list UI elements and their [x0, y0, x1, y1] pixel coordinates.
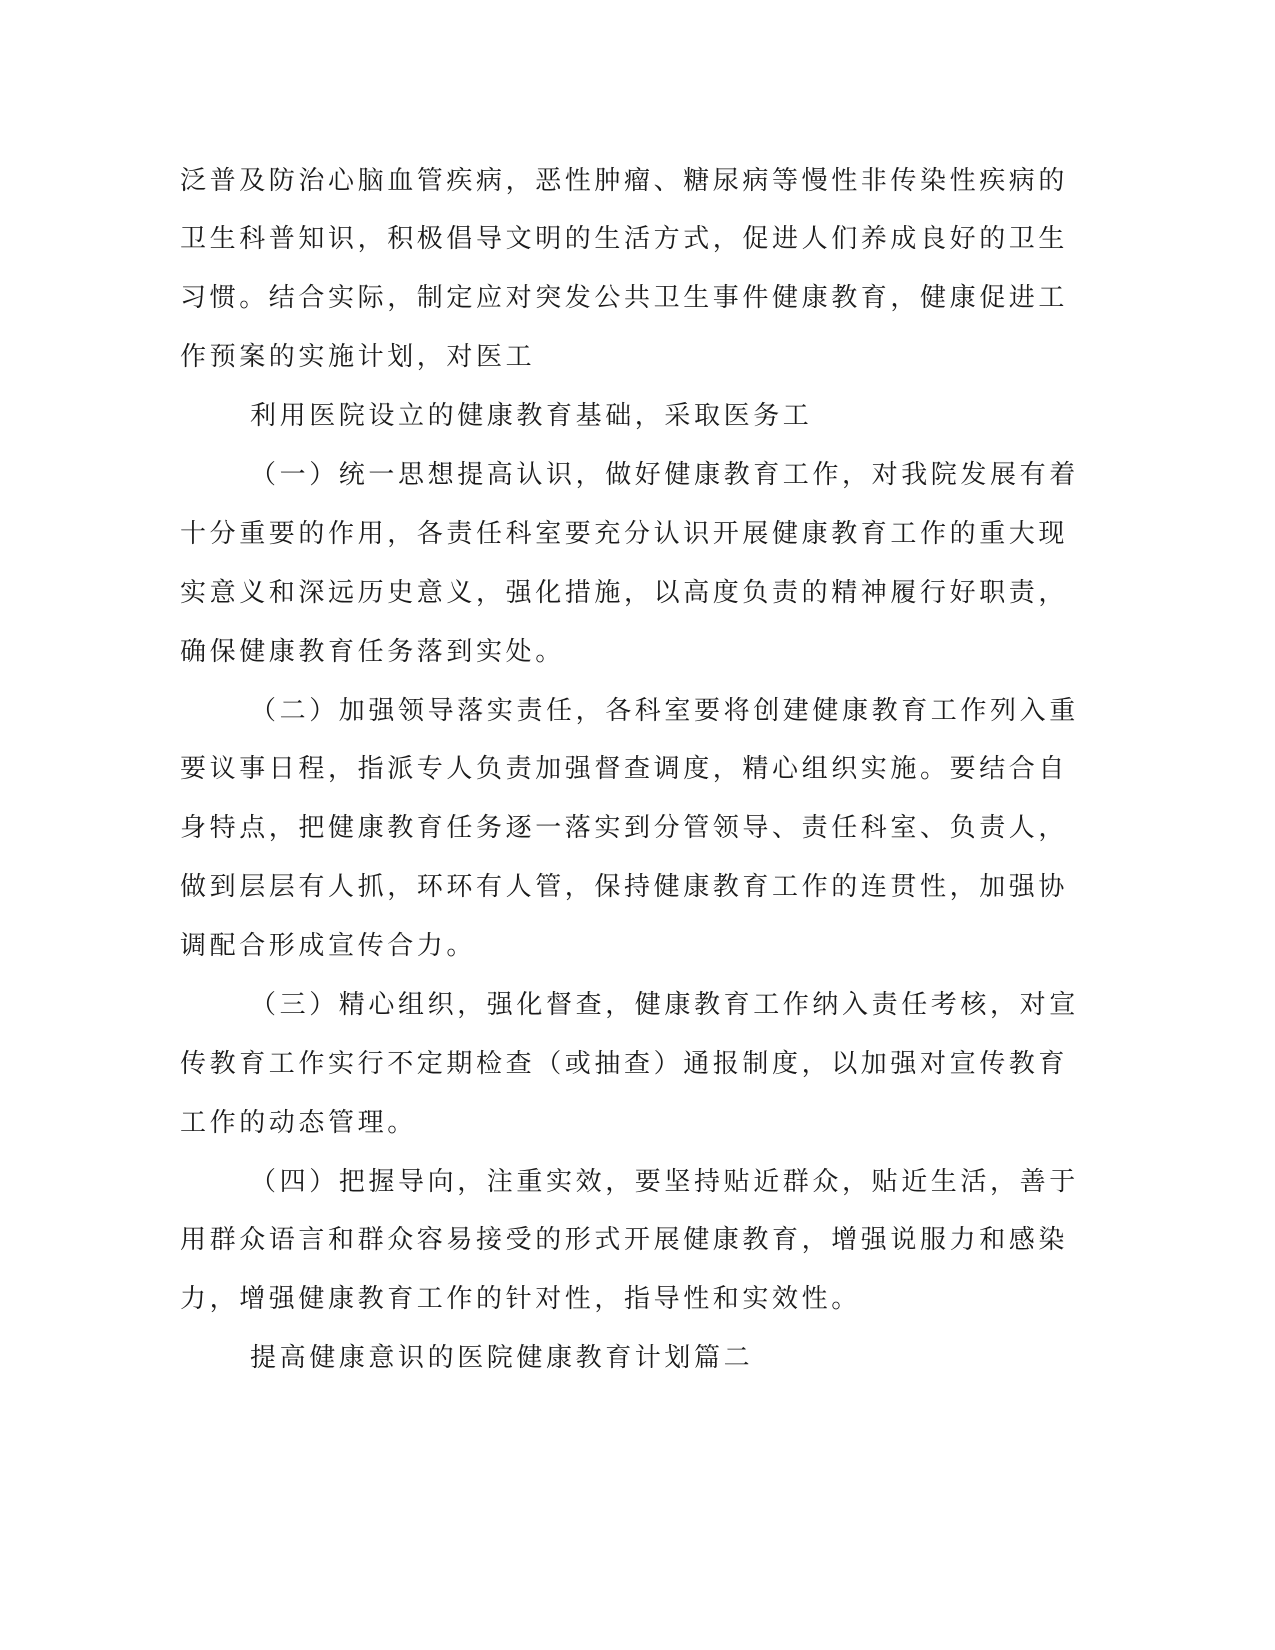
- body-text-line: 力，增强健康教育工作的针对性，指导性和实效性。: [180, 1284, 861, 1314]
- body-text-line: 调配合形成宣传合力。: [180, 931, 477, 961]
- body-text-line: 要议事日程，指派专人负责加强督查调度，精心组织实施。要结合自: [180, 754, 1069, 784]
- next-section-title: 提高健康意识的医院健康教育计划篇二: [250, 1343, 754, 1373]
- body-text-line: 用群众语言和群众容易接受的形式开展健康教育，增强说服力和感染: [180, 1225, 1069, 1255]
- section-heading-3: （三）精心组织，强化督查，健康教育工作纳入责任考核，对宣: [250, 990, 1079, 1020]
- body-text-line: 习惯。结合实际，制定应对突发公共卫生事件健康教育，健康促进工: [180, 283, 1069, 313]
- section-heading-1: （一）统一思想提高认识，做好健康教育工作，对我院发展有着: [250, 460, 1079, 490]
- body-text-line: 泛普及防治心脑血管疾病，恶性肿瘤、糖尿病等慢性非传染性疾病的: [180, 166, 1069, 196]
- body-text-line: 身特点，把健康教育任务逐一落实到分管领导、责任科室、负责人，: [180, 813, 1069, 843]
- body-text-line: 工作的动态管理。: [180, 1108, 417, 1138]
- body-text-line: 传教育工作实行不定期检查（或抽查）通报制度，以加强对宣传教育: [180, 1049, 1069, 1079]
- body-text-line: 卫生科普知识，积极倡导文明的生活方式，促进人们养成良好的卫生: [180, 224, 1069, 254]
- body-text-line: 作预案的实施计划，对医工: [180, 342, 536, 372]
- body-text-line: 实意义和深远历史意义，强化措施，以高度负责的精神履行好职责，: [180, 578, 1069, 608]
- body-text-line: 十分重要的作用，各责任科室要充分认识开展健康教育工作的重大现: [180, 519, 1069, 549]
- body-text-line: 利用医院设立的健康教育基础，采取医务工: [250, 401, 813, 431]
- section-heading-2: （二）加强领导落实责任，各科室要将创建健康教育工作列入重: [250, 696, 1079, 726]
- body-text-line: 做到层层有人抓，环环有人管，保持健康教育工作的连贯性，加强协: [180, 872, 1069, 902]
- section-heading-4: （四）把握导向，注重实效，要坚持贴近群众，贴近生活，善于: [250, 1167, 1079, 1197]
- body-text-line: 确保健康教育任务落到实处。: [180, 637, 565, 667]
